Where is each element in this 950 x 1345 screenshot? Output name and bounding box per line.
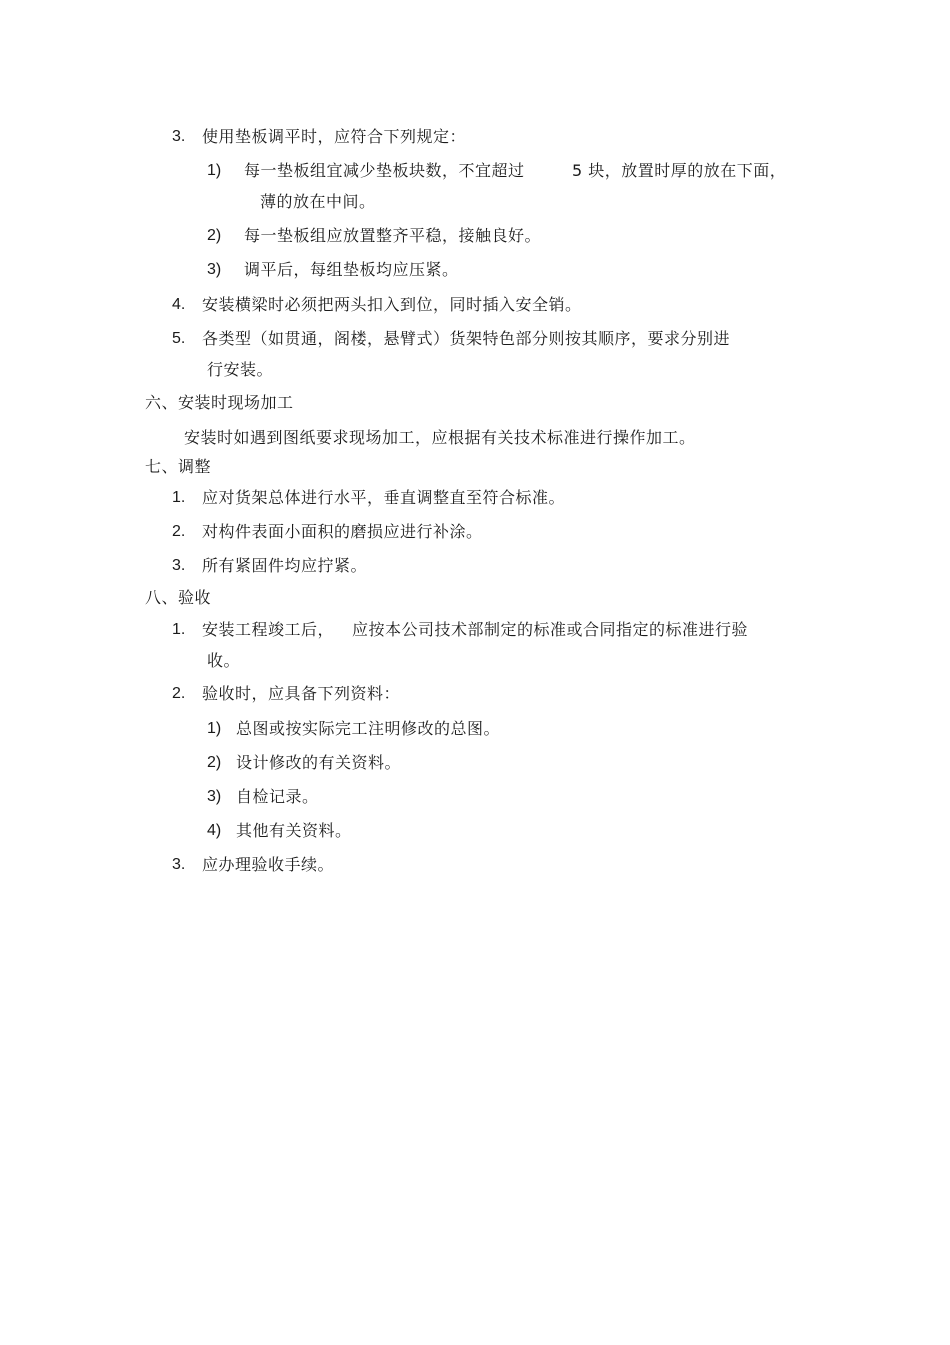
list-item-text: 所有紧固件均应拧紧。 <box>202 556 368 575</box>
sub-list-item-text: 每一垫板组宜减少垫板块数，不宜超过 <box>244 161 525 180</box>
list-number: 2. <box>172 523 186 540</box>
list-item-text: 各类型（如贯通，阁楼，悬臂式）货架特色部分则按其顺序，要求分别进 <box>202 329 731 348</box>
section-paragraph: 安装时如遇到图纸要求现场加工，应根据有关技术标准进行操作加工。 <box>184 428 696 447</box>
sub-list-item-text: 每一垫板组应放置整齐平稳，接触良好。 <box>244 226 542 245</box>
sub-list-item-text: 总图或按实际完工注明修改的总图。 <box>236 719 501 738</box>
list-item-wrap: 行安装。 <box>207 360 274 379</box>
sub-list-item-text: 自检记录。 <box>236 787 319 806</box>
list-number: 3. <box>172 557 186 574</box>
sub-list-number: 4) <box>207 822 222 839</box>
sub-list-number: 2) <box>207 227 222 244</box>
sub-list-item-text-continued: 5 块，放置时厚的放在下面， <box>572 161 787 180</box>
sub-list-item-text: 其他有关资料。 <box>236 821 352 840</box>
sub-list-item-wrap: 薄的放在中间。 <box>260 192 376 211</box>
list-number: 1. <box>172 621 186 638</box>
list-item-text: 对构件表面小面积的磨损应进行补涂。 <box>202 522 483 541</box>
sub-list-number: 1) <box>207 162 222 179</box>
sub-list-item-text: 设计修改的有关资料。 <box>236 753 402 772</box>
list-item-text: 安装工程竣工后， <box>202 620 335 639</box>
list-number: 4. <box>172 296 186 313</box>
sub-list-number: 3) <box>207 261 222 278</box>
section-heading: 七、调整 <box>145 457 212 476</box>
list-item-text: 应办理验收手续。 <box>202 855 335 874</box>
list-number: 1. <box>172 489 186 506</box>
list-item-wrap: 收。 <box>207 651 241 670</box>
list-item-text: 安装横梁时必须把两头扣入到位，同时插入安全销。 <box>202 295 582 314</box>
section-heading: 六、安装时现场加工 <box>145 393 294 412</box>
list-number: 2. <box>172 685 186 702</box>
sub-list-number: 2) <box>207 754 222 771</box>
sub-list-number: 3) <box>207 788 222 805</box>
list-number: 3. <box>172 128 186 145</box>
sub-list-item-text: 调平后，每组垫板均应压紧。 <box>244 260 459 279</box>
list-item-text: 验收时，应具备下列资料： <box>202 684 401 703</box>
list-number: 5. <box>172 330 186 347</box>
list-item-text-continued: 应按本公司技术部制定的标准或合同指定的标准进行验 <box>352 620 749 639</box>
list-number: 3. <box>172 856 186 873</box>
section-heading: 八、验收 <box>145 588 212 607</box>
list-item-text: 应对货架总体进行水平，垂直调整直至符合标准。 <box>202 488 566 507</box>
sub-list-number: 1) <box>207 720 222 737</box>
list-item-text: 使用垫板调平时，应符合下列规定： <box>202 127 467 146</box>
